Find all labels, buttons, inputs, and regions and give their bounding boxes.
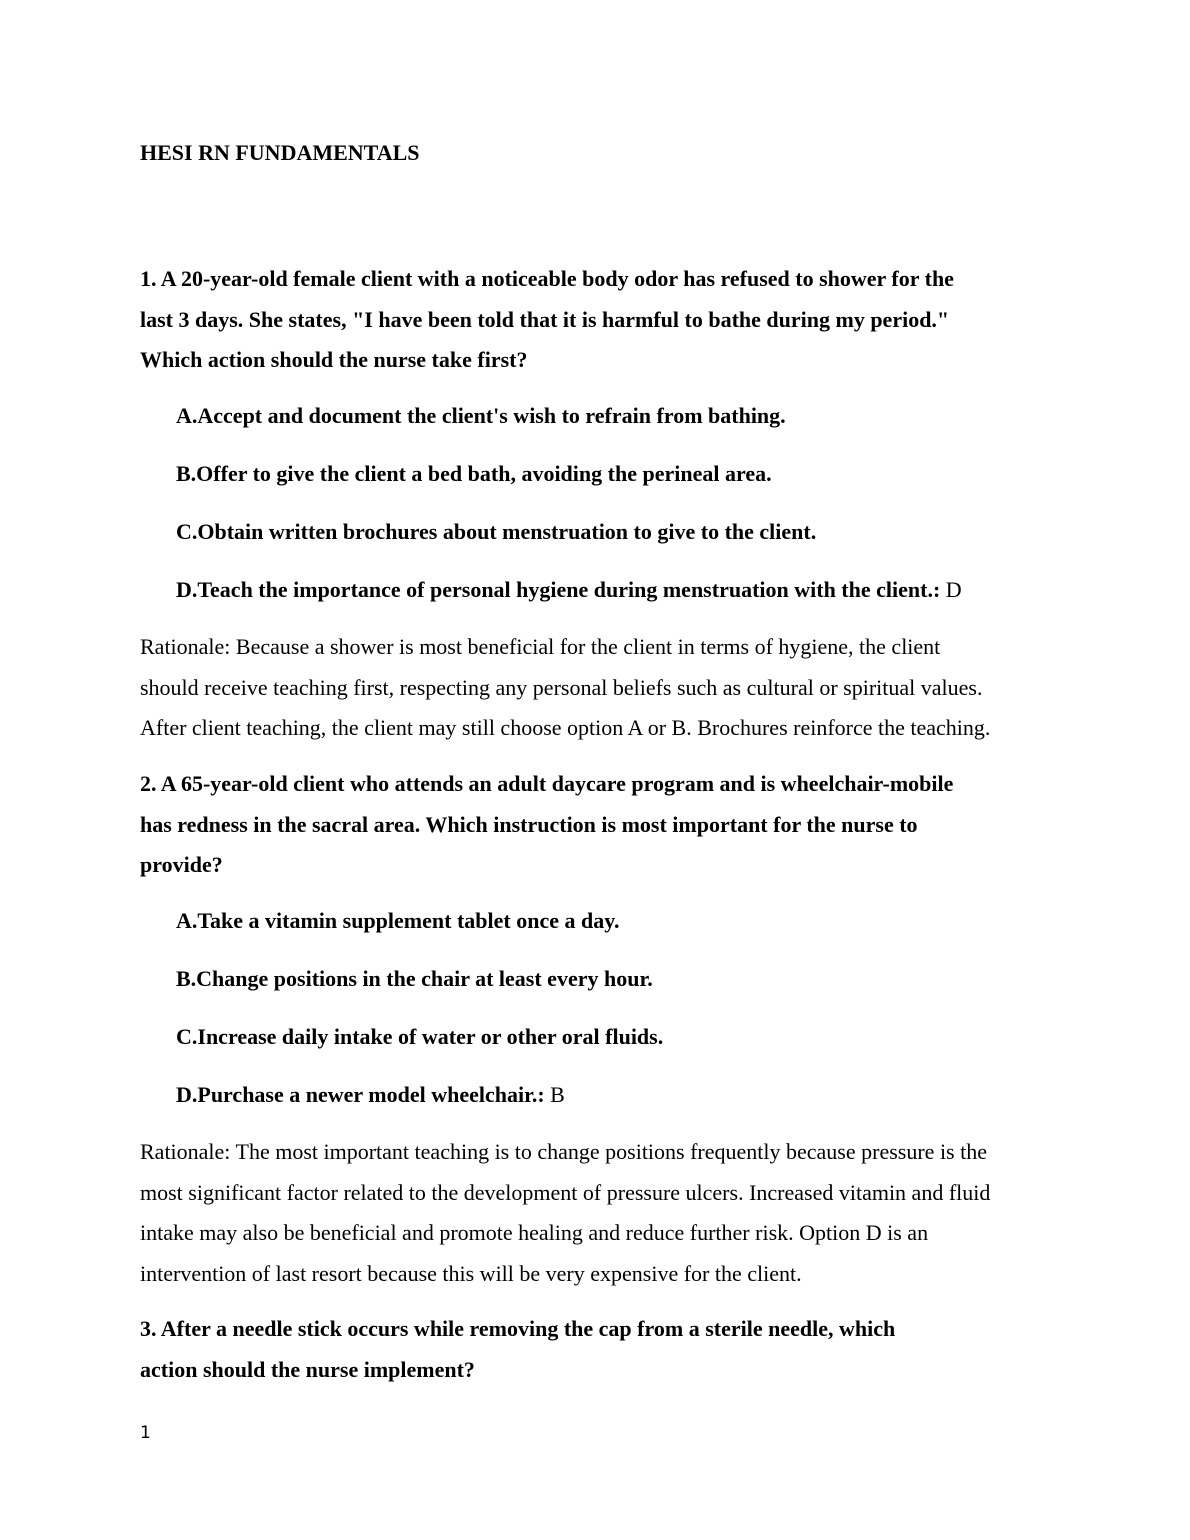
document-title: HESI RN FUNDAMENTALS — [140, 140, 420, 165]
question-2-option-c: C.Increase daily intake of water or other oral fluids. — [176, 1024, 664, 1049]
question-3-line-2: action should the nurse implement? — [140, 1356, 475, 1382]
question-2-option-b: B.Change positions in the chair at least every hour. — [176, 966, 653, 991]
question-2-line-3: provide? — [140, 852, 223, 877]
question-2-rationale-line-3: intake may also be beneficial and promote healing and reduce further risk. Option D is an — [140, 1220, 929, 1245]
question-3 — [140, 1309, 1045, 1390]
question-1-rationale — [140, 627, 1050, 749]
question-2-rationale — [140, 1132, 1050, 1294]
question-2-rationale-line-2: most significant factor related to the development of pressure ulcers. Increased vitamin and fluid — [140, 1179, 991, 1205]
question-1-line-2: last 3 days. She states, "I have been told that it is harmful to bathe during my period." — [140, 306, 950, 332]
question-1-line-1: 1. A 20-year-old female client with a noticeable body odor has refused to shower for the — [140, 266, 954, 291]
question-1-rationale-line-3: After client teaching, the client may still choose option A or B. Brochures reinforce the teaching. — [140, 715, 991, 740]
question-2-option-a: A.Take a vitamin supplement tablet once a day. — [176, 908, 620, 933]
question-1-rationale-line-1: Rationale: Because a shower is most beneficial for the client in terms of hygiene, the client — [140, 634, 941, 659]
question-1-option-c: C.Obtain written brochures about menstruation to give to the client. — [176, 519, 817, 544]
question-1-option-d — [176, 576, 962, 604]
question-2-option-d — [176, 1081, 565, 1109]
question-2-option-d-text: D.Purchase a newer model wheelchair.: — [176, 1082, 545, 1107]
question-1-option-a: A.Accept and document the client's wish to refrain from bathing. — [176, 403, 786, 428]
question-1-line-3: Which action should the nurse take first? — [140, 347, 528, 372]
question-2-rationale-line-1: Rationale: The most important teaching is to change positions frequently because pressure is the — [140, 1139, 987, 1164]
question-2-line-1: 2. A 65-year-old client who attends an adult daycare program and is wheelchair-mobile — [140, 771, 954, 796]
question-2-answer: B — [544, 1082, 565, 1107]
question-2-line-2: has redness in the sacral area. Which instruction is most important for the nurse to — [140, 811, 918, 837]
question-3-line-1: 3. After a needle stick occurs while removing the cap from a sterile needle, which — [140, 1316, 896, 1341]
question-2-rationale-line-4: intervention of last resort because this will be very expensive for the client. — [140, 1260, 802, 1286]
question-1-option-b: B.Offer to give the client a bed bath, avoiding the perineal area. — [176, 461, 772, 486]
question-1-answer: D — [940, 577, 962, 602]
question-1-rationale-line-2: should receive teaching first, respecting any personal beliefs such as cultural or spiritual values. — [140, 674, 983, 700]
question-2 — [140, 764, 1045, 886]
page-number: 1 — [140, 1423, 151, 1443]
question-1-option-d-text: D.Teach the importance of personal hygiene during menstruation with the client.: — [176, 577, 941, 602]
question-1 — [140, 259, 1045, 381]
